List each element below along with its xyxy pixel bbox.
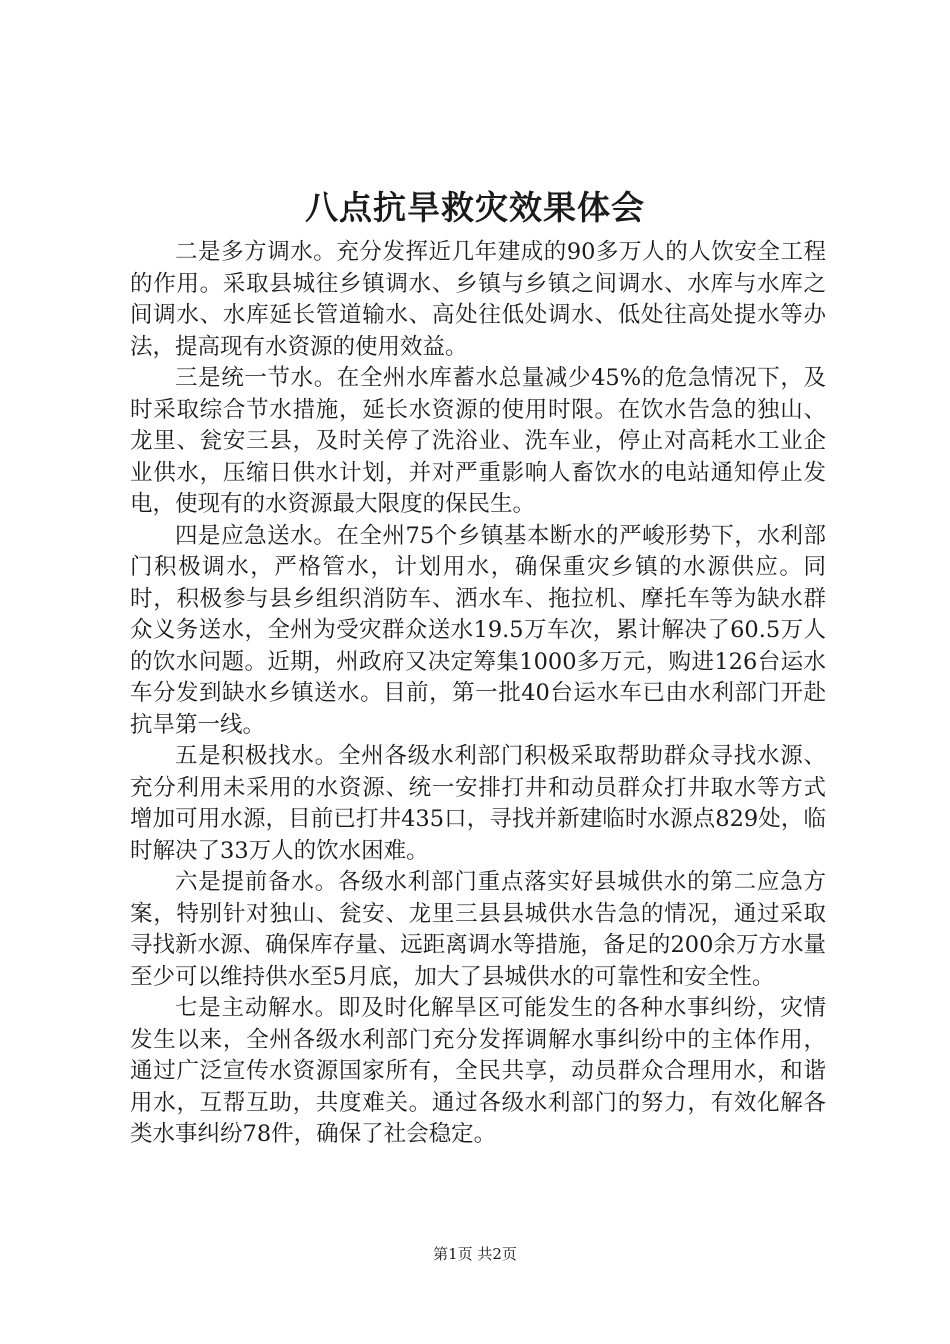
paragraph-advance-water-reserve: 六是提前备水。各级水利部门重点落实好县城供水的第二应急方案，特别针对独山、瓮安、龙里三县县城供水告急的情况，通过采取寻找新水源、确保库存量、远距离调水等措施，备足的200余万方水量至少可以维持供水至5月底，加大了县城供水的可靠性和安全性。 [130,869,826,990]
page-number-footer: 第1页 共2页 [433,1245,517,1263]
paragraph-unified-water-saving: 三是统一节水。在全州水库蓄水总量减少45%的危急情况下，及时采取综合节水措施，延长水资源的使用时限。在饮水告急的独山、龙里、瓮安三县，及时关停了洗浴业、洗车业，停止对高耗水工业企业供水，压缩日供水计划，并对严重影响人畜饮水的电站通知停止发电，使现有的水资源最大限度的保民生。 [130,365,826,517]
paragraph-emergency-water-delivery: 四是应急送水。在全州75个乡镇基本断水的严峻形势下，水利部门积极调水，严格管水，计划用水，确保重灾乡镇的水源供应。同时，积极参与县乡组织消防车、洒水车、拖拉机、摩托车等为缺水群众义务送水，全州为受灾群众送水19.5万车次，累计解决了60.5万人的饮水问题。近期，州政府又决定筹集1000多万元，购进126台运水车分发到缺水乡镇送水。目前，第一批40台运水车已由水利部门开赴抗旱第一线。 [130,522,826,738]
paragraph-water-dispute-resolution: 七是主动解水。即及时化解旱区可能发生的各种水事纠纷，灾情发生以来，全州各级水利部门充分发挥调解水事纠纷中的主体作用，通过广泛宣传水资源国家所有，全民共享，动员群众合理用水，和谐用水，互帮互助，共度难关。通过各级水利部门的努力，有效化解各类水事纠纷78件，确保了社会稳定。 [130,995,826,1147]
document-body [130,237,826,1151]
paragraph-diversified-water-transfer: 二是多方调水。充分发挥近几年建成的90多万人的人饮安全工程的作用。采取县城往乡镇调水、乡镇与乡镇之间调水、水库与水库之间调水、水库延长管道输水、高处往低处调水、低处往高处提水等办法，提高现有水资源的使用效益。 [130,239,826,360]
paragraph-active-water-search: 五是积极找水。全州各级水利部门积极采取帮助群众寻找水源、充分利用未采用的水资源、统一安排打井和动员群众打井取水等方式增加可用水源，目前已打井435口，寻找并新建临时水源点829处，临时解决了33万人的饮水困难。 [130,743,826,864]
document-title: 八点抗旱救灾效果体会 [305,188,645,227]
